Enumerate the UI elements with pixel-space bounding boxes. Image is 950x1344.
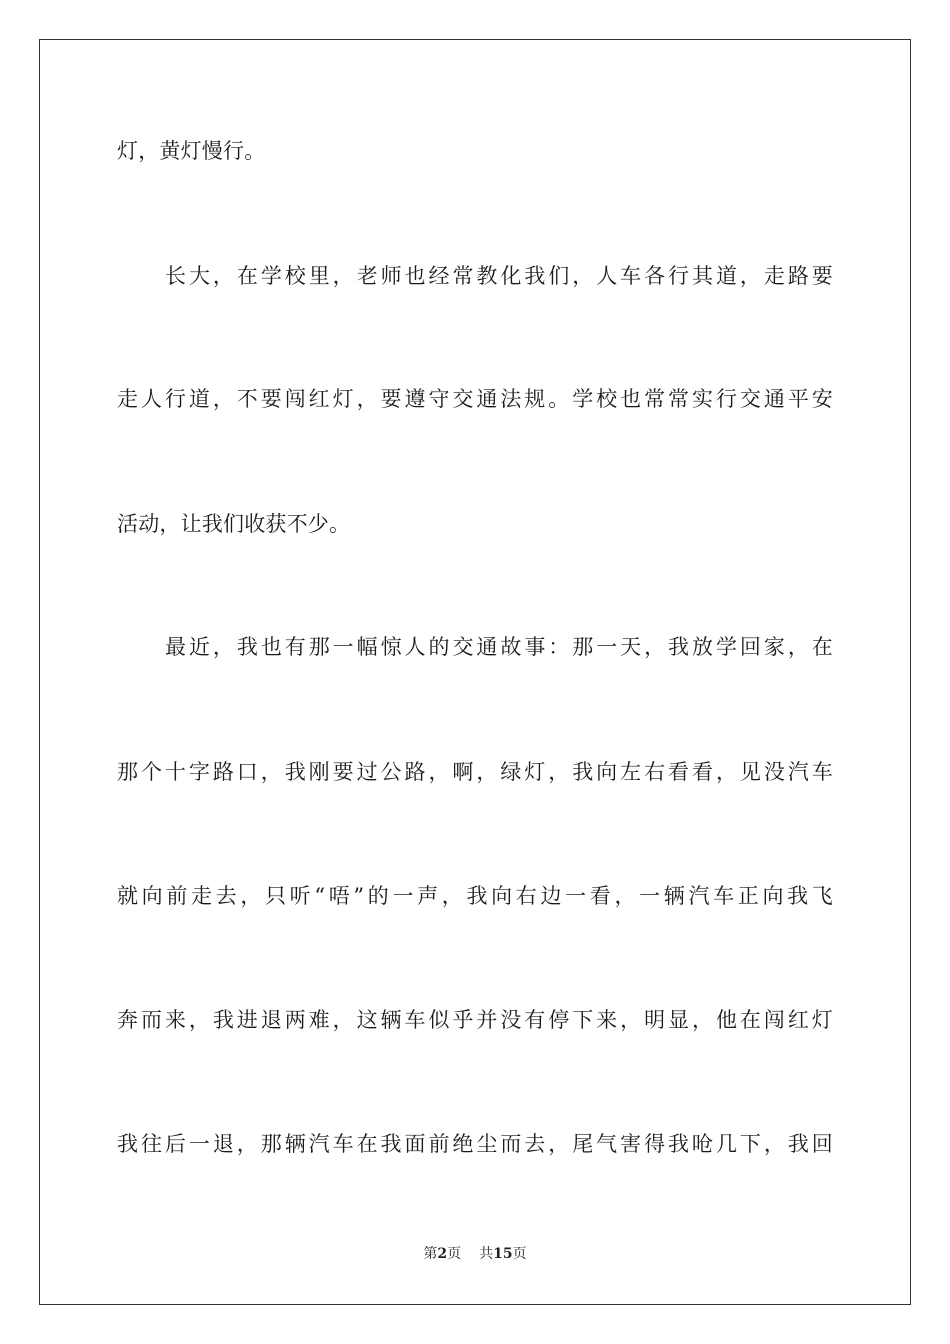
text-line-2: 长大，在学校里，老师也经常教化我们，人车各行其道，走路要 xyxy=(165,264,833,288)
text-line-5: 最近，我也有那一幅惊人的交通故事：那一天，我放学回家，在 xyxy=(165,635,833,659)
total-suffix: 页 xyxy=(512,1246,527,1262)
total-pages: 15 xyxy=(493,1246,513,1262)
page-footer xyxy=(0,1244,950,1264)
text-line-4: 活动，让我们收获不少。 xyxy=(117,512,351,536)
text-line-3: 走人行道，不要闯红灯，要遵守交通法规。学校也常常实行交通平安 xyxy=(117,387,833,411)
text-line-1: 灯，黄灯慢行。 xyxy=(117,139,266,163)
text-line-8: 奔而来，我进退两难，这辆车似乎并没有停下来，明显，他在闯红灯 xyxy=(117,1008,833,1032)
total-prefix: 共 xyxy=(479,1246,494,1262)
text-line-7: 就向前走去，只听“唔”的一声，我向右边一看，一辆汽车正向我飞 xyxy=(117,884,833,908)
page-border xyxy=(39,39,911,1305)
page-prefix: 第 xyxy=(423,1246,438,1262)
text-line-6: 那个十字路口，我刚要过公路，啊，绿灯，我向左右看看，见没汽车 xyxy=(117,760,833,784)
text-line-9: 我往后一退，那辆汽车在我面前绝尘而去，尾气害得我呛几下，我回 xyxy=(117,1132,833,1156)
page-suffix: 页 xyxy=(447,1246,462,1262)
page-number: 2 xyxy=(437,1246,448,1262)
